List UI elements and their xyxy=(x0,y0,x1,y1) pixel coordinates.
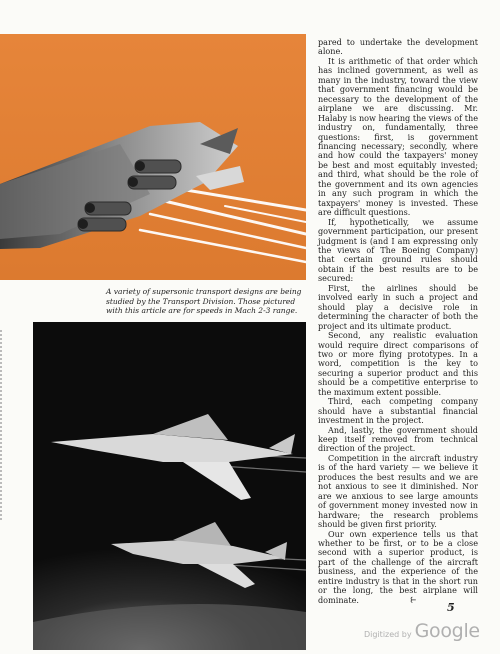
caption-line: A variety of supersonic transport designs are being xyxy=(106,287,302,296)
article-paragraph: Third, each competing company should have a substantial financial investment in the project. xyxy=(318,396,478,426)
article-paragraph xyxy=(318,530,478,606)
scan-margin-marks xyxy=(0,330,5,520)
article-paragraph: It is arithmetic of that order which has inclined government, as well as many in the industry, toward the view that government financing would be necessary to the development of the airplane we are discussing. Mr. Halaby is now hearing the views of the industry on, fundamentally, three questions: first, is government financing necessary; secondly, where and how could the taxpayers' money be best and most equitably invested; and third, what should be the role of the government and its own agencies in any such program in which the taxpayers' money is invested. These are difficult questions. xyxy=(318,55,478,218)
article-paragraph: If, hypothetically, we assume government participation, our present judgment is (and I am expressing only the views of The Boeing Company) that certain ground rules should obtain if the best results are to be secured: xyxy=(318,216,478,284)
article-column xyxy=(318,38,478,605)
supersonic-transport-photo-top xyxy=(0,34,306,280)
caption-line: with this article are for speeds in Mach 2-3 range. xyxy=(106,306,298,315)
article-paragraph: pared to undertake the development alone. xyxy=(318,37,478,57)
article-paragraph: First, the airlines should be involved early in such a project and should play a decisive role in determining the character of both the project and its ultimate product. xyxy=(318,282,478,331)
digitized-watermark xyxy=(364,620,480,642)
caption-line: studied by the Transport Division. Those pictured xyxy=(106,296,296,306)
page-number: 5 xyxy=(447,601,455,614)
article-paragraph: And, lastly, the government should keep itself removed from technical direction of the project. xyxy=(318,424,478,454)
end-of-article-mark: ⥼ xyxy=(408,594,418,606)
article-paragraph: Competition in the aircraft industry is of the hard variety — we believe it produces the best results and we are not anxious to see it diminished. Nor are we anxious to see large amounts of government money invested now in hardware; the research problems should be given first priority. xyxy=(318,452,478,530)
article-paragraph: Second, any realistic evaluation would require direct comparisons of two or more flying prototypes. In a word, competition is the key to securing a superior product and this should be a competitive enterprise to the maximum extent possible. xyxy=(318,330,478,397)
supersonic-transport-photo-bottom xyxy=(33,322,306,650)
watermark-prefix: Digitized by xyxy=(364,630,412,639)
photo-caption xyxy=(106,287,306,316)
google-logo: Google xyxy=(414,620,480,642)
article-paragraph-text: Our own experience tells us that whether to be first, or to be a close second with a superior product, is part of the challenge of the aircraft business, and the experience of the entire industry is that in the short run or the long, the best airplane will dominate. xyxy=(318,528,478,605)
